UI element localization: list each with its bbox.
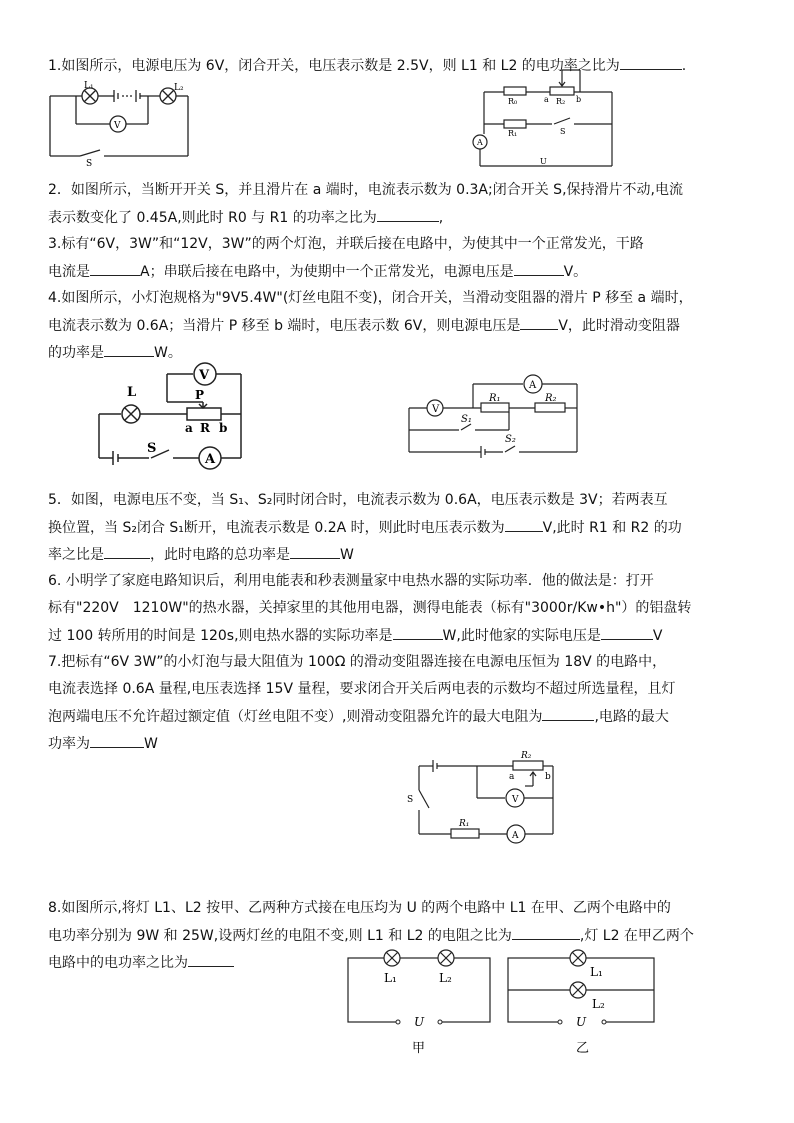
q8-text-a: 电功率分别为 9W 和 25W,设两灯丝的电阻不变,则 L1 和 L2 的电阻之比为 — [48, 928, 512, 944]
fig5-ammeter-label: A — [512, 831, 519, 841]
q5-answer-blank-3[interactable] — [290, 544, 340, 559]
q7-line3 — [48, 706, 669, 727]
fig4-r2-label: R₂ — [545, 393, 557, 404]
q7-text-a: 泡两端电压不允许超过额定值（灯丝电阻不变）,则滑动变阻器允许的最大电阻为 — [48, 709, 543, 725]
q2-line2 — [48, 207, 443, 228]
q5-text-a: 换位置，当 S₂闭合 S₁断开，电流表示数是 0.2A 时，则此时电压表示数为 — [48, 520, 505, 536]
figure-2-circuit — [470, 62, 620, 174]
q7-text-c: 功率为 — [48, 736, 90, 752]
fig3-a-label: a — [185, 421, 193, 435]
q5-line2 — [48, 517, 682, 538]
figure-4-circuit — [405, 372, 585, 454]
fig6-jia-l2-label: L₂ — [439, 971, 452, 985]
q4-line2 — [48, 315, 680, 336]
q8-answer-blank-2[interactable] — [188, 952, 234, 967]
q5-text-d: ，此时电路的总功率是 — [150, 547, 290, 563]
q7-text-b: ,电路的最大 — [594, 709, 669, 725]
q6-text-a: 过 100 转所用的时间是 120s,则电热水器的实际功率是 — [48, 628, 393, 644]
fig6-yi-l2-label: L₂ — [592, 997, 605, 1011]
q7-text-d: W — [144, 736, 158, 752]
q6-answer-blank-1[interactable] — [393, 625, 443, 640]
figure-5-circuit — [405, 752, 565, 844]
fig3-ammeter-label: A — [205, 452, 216, 467]
q3-answer-blank-1[interactable] — [90, 261, 140, 276]
fig6-jia-l1-label: L₁ — [384, 971, 397, 985]
fig2-b-label: b — [576, 95, 582, 104]
fig2-r0-label: R₀ — [508, 97, 518, 106]
fig2-switch-label: S — [560, 127, 566, 136]
figure-1-circuit — [48, 80, 198, 169]
fig4-s1-label: S₁ — [461, 414, 472, 425]
fig5-b-label: b — [545, 772, 551, 782]
fig3-lamp-label: L — [127, 385, 137, 400]
fig4-voltmeter-label: V — [432, 404, 440, 415]
q7-line1: 7.把标有“6V 3W”的小灯泡与最大阻值为 100Ω 的滑动变阻器连接在电源电压恒为 18V 的电路中， — [48, 654, 667, 670]
fig5-r2-label: R₂ — [521, 751, 532, 761]
q6-answer-blank-2[interactable] — [601, 625, 653, 640]
q1-prompt: 1.如图所示，电源电压为 6V，闭合开关，电压表示数是 2.5V，则 L1 和 L2 的电功率之比为 — [48, 58, 620, 74]
fig6-yi-u-label: U — [576, 1015, 587, 1029]
fig6-yi-caption: 乙 — [576, 1041, 590, 1056]
fig2-u-label: U — [540, 157, 547, 166]
q6-line3 — [48, 625, 662, 646]
q2-line1: 2．如图所示，当断开开关 S，并且滑片在 a 端时，电流表示数为 0.3A;闭合开关 S,保持滑片不动,电流 — [48, 182, 683, 198]
q8-line1: 8.如图所示,将灯 L1、L2 按甲、乙两种方式接在电压均为 U 的两个电路中 L1 在甲、乙两个电路中的 — [48, 900, 671, 916]
q4-answer-blank-1[interactable] — [520, 315, 558, 330]
q4-text-b: V，此时滑动变阻器 — [558, 318, 680, 334]
fig3-b-label: b — [219, 421, 228, 435]
q4-text-a: 电流表示数为 0.6A；当滑片 P 移至 b 端时，电压表示数 6V，则电源电压是 — [48, 318, 521, 334]
q2-answer-blank[interactable] — [377, 207, 439, 222]
fig5-voltmeter-label: V — [512, 795, 519, 805]
fig3-r-label: R — [200, 421, 210, 435]
fig2-r2-label: R₂ — [556, 97, 566, 106]
q6-line1: 6. 小明学了家庭电路知识后，利用电能表和秒表测量家中电热水器的实际功率．他的做法是：打开 — [48, 573, 654, 589]
fig3-voltmeter-label: V — [199, 368, 210, 383]
q4-line1: 4.如图所示，小灯泡规格为"9V5.4W"(灯丝电阻不变)，闭合开关，当滑动变阻器的滑片 P 移至 a 端时， — [48, 290, 693, 306]
q6-line2: 标有"220V 1210W"的热水器，关掉家里的其他用电器，测得电能表（标有"3000r/Kw•h"）的铝盘转 — [48, 600, 692, 616]
q5-line1: 5．如图，电源电压不变，当 S₁、S₂同时闭合时，电流表示数为 0.6A，电压表示数是 3V；若两表互 — [48, 492, 668, 508]
q5-text-c: 率之比是 — [48, 547, 104, 563]
fig4-ammeter-label: A — [529, 380, 537, 391]
q3-text-a: 电流是 — [48, 264, 90, 280]
q5-answer-blank-1[interactable] — [505, 517, 543, 532]
fig3-slider-label: P — [195, 388, 205, 402]
q3-text-c: V。 — [563, 264, 588, 280]
q1-tail: . — [681, 58, 687, 74]
q4-answer-blank-2[interactable] — [104, 342, 154, 357]
fig2-r1-label: R₁ — [508, 129, 518, 138]
q4-line3 — [48, 342, 182, 363]
fig3-switch-label: S — [147, 441, 157, 456]
fig1-l2-label: L₂ — [174, 83, 184, 93]
figure-3-circuit — [95, 362, 245, 472]
fig2-a-label: a — [544, 95, 549, 104]
q3-line1: 3.标有“6V，3W”和“12V，3W”的两个灯泡，并联后接在电路中，为使其中一个正常发光，干路 — [48, 236, 644, 252]
q6-text-c: V — [652, 628, 663, 644]
q5-text-e: W — [340, 547, 354, 563]
fig4-s2-label: S₂ — [505, 434, 516, 445]
q2-tail: , — [438, 210, 444, 226]
q8-text-c: 电路中的电功率之比为 — [48, 955, 188, 971]
fig6-yi-l1-label: L₁ — [590, 965, 603, 979]
q3-line2 — [48, 261, 587, 282]
fig5-r1-label: R₁ — [459, 819, 470, 829]
q8-line3 — [48, 952, 234, 973]
figure-6-circuits — [340, 946, 670, 1058]
q7-line4 — [48, 733, 158, 754]
q3-text-b: A；串联后接在电路中，为使期中一个正常发光，电源电压是 — [140, 264, 514, 280]
q5-line3 — [48, 544, 354, 565]
fig5-switch-label: S — [407, 795, 414, 805]
q1-answer-blank[interactable] — [620, 55, 682, 70]
q2-prompt: 表示数变化了 0.45A,则此时 R0 与 R1 的功率之比为 — [48, 210, 377, 226]
q5-text-b: V,此时 R1 和 R2 的功 — [542, 520, 682, 536]
q4-text-c: 的功率是 — [48, 345, 104, 361]
fig1-switch-label: S — [86, 159, 93, 169]
q7-line2: 电流表选择 0.6A 量程,电压表选择 15V 量程，要求闭合开关后两电表的示数均不超过所选量程，且灯 — [48, 681, 676, 697]
q3-answer-blank-2[interactable] — [514, 261, 564, 276]
fig5-a-label: a — [509, 772, 515, 782]
q5-answer-blank-2[interactable] — [104, 544, 150, 559]
q6-text-b: W,此时他家的实际电压是 — [442, 628, 601, 644]
q7-answer-blank-1[interactable] — [542, 706, 594, 721]
q8-answer-blank-1[interactable] — [512, 925, 580, 940]
fig2-ammeter-label: A — [477, 138, 483, 147]
q8-text-b: ,灯 L2 在甲乙两个 — [579, 928, 694, 944]
fig1-voltmeter-label: V — [114, 121, 121, 131]
q8-line2 — [48, 925, 694, 946]
fig6-jia-u-label: U — [414, 1015, 425, 1029]
fig6-jia-caption: 甲 — [412, 1041, 426, 1056]
fig1-l1-label: L₁ — [84, 81, 94, 91]
q7-answer-blank-2[interactable] — [90, 733, 144, 748]
q4-text-d: W。 — [154, 345, 182, 361]
fig4-r1-label: R₁ — [489, 393, 501, 404]
